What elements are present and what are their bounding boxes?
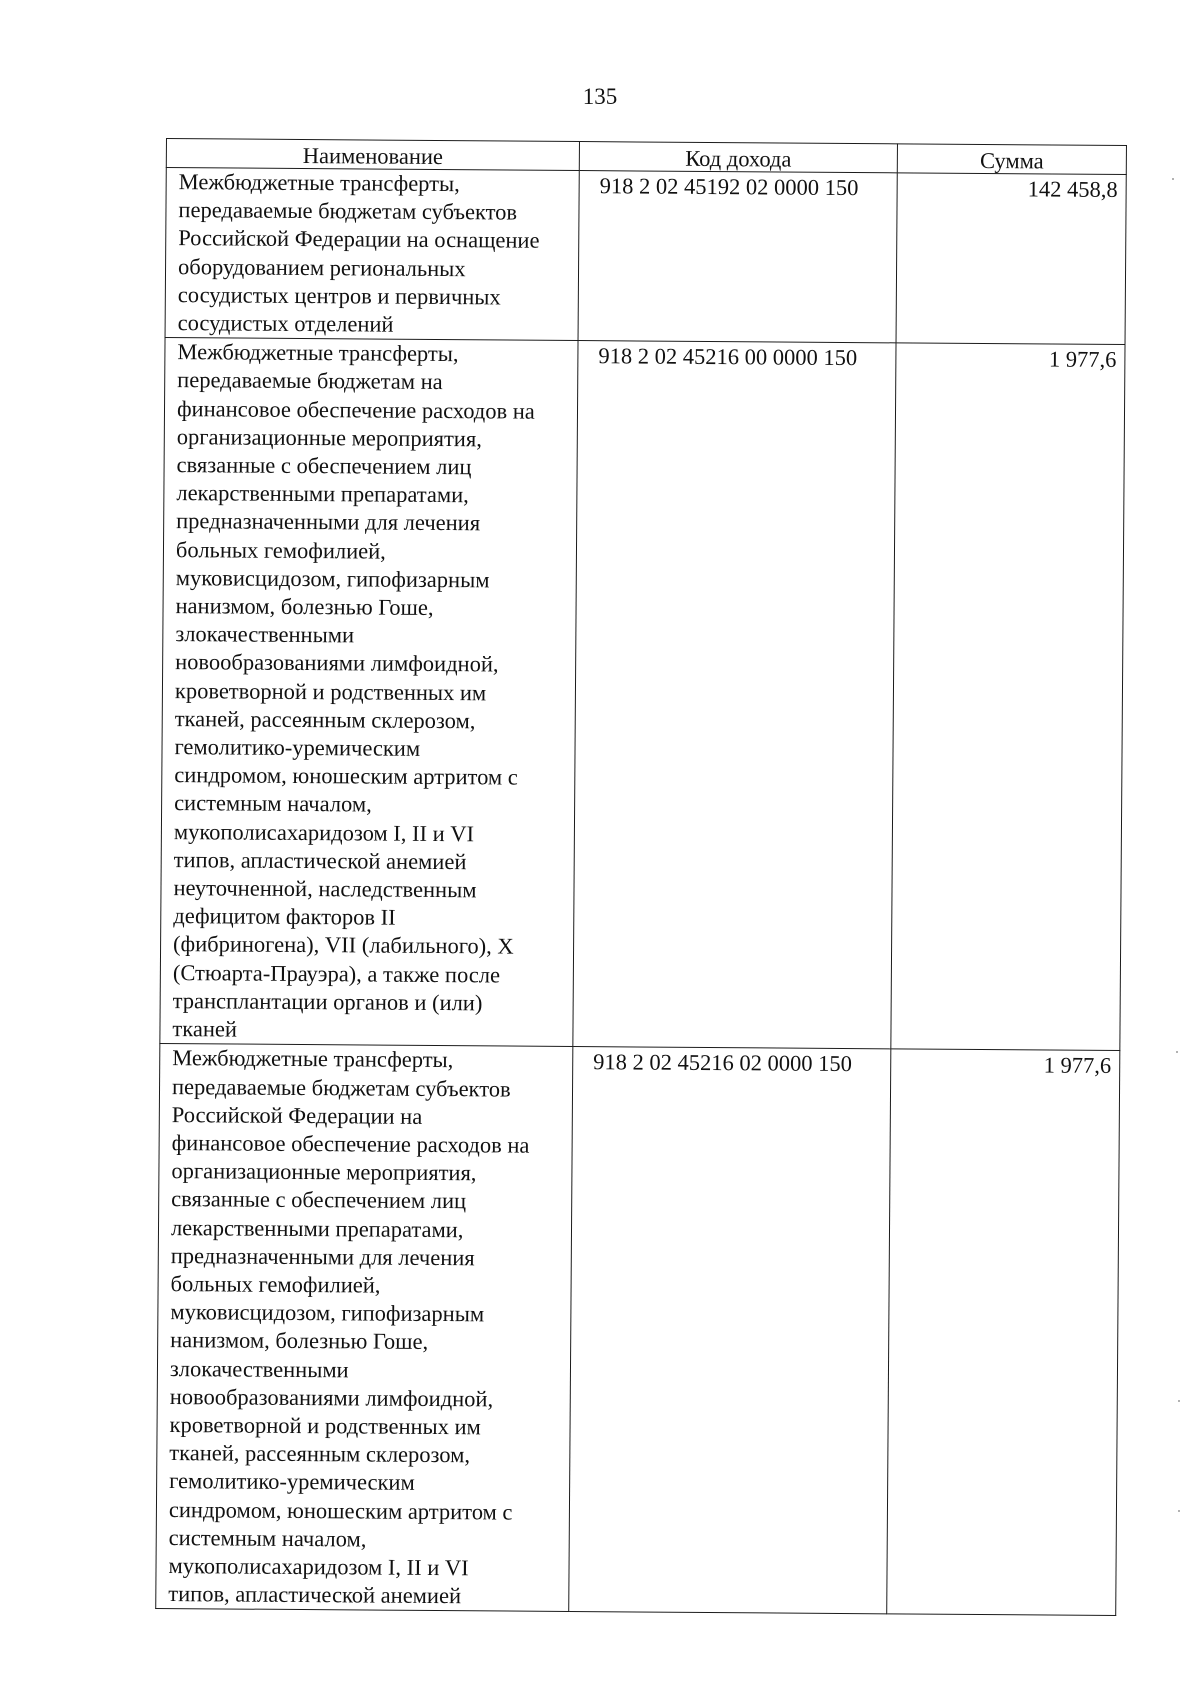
row-name-line: злокачественными [175, 621, 355, 648]
row-name-line: Российской Федерации на оснащение [178, 225, 540, 254]
row-name-line: гемолитико-уремическим [169, 1468, 415, 1496]
row-name-line: финансовое обеспечение расходов на [176, 395, 535, 424]
row-name-line: (Стюарта-Прауэра), а также после [172, 959, 501, 988]
row-code-cell: 918 2 02 45216 00 0000 150 [573, 341, 896, 1049]
table-body [156, 168, 1127, 1616]
row-name-line: Межбюджетные трансферты, [177, 339, 459, 367]
row-name-line: Российской Федерации на [171, 1101, 423, 1129]
row-name-line: больных гемофилией, [170, 1270, 381, 1298]
row-name-cell [160, 338, 578, 1047]
row-sum-cell: 1 977,6 [887, 1049, 1120, 1616]
row-name-line: мукополисахаридозом I, II и VI [168, 1553, 469, 1581]
row-name-cell [165, 168, 579, 341]
row-name-line: передаваемые бюджетам на [177, 367, 443, 395]
row-name-line: типов, апластической анемией [173, 846, 467, 875]
row-name-line: системным началом, [174, 790, 372, 817]
budget-income-table [155, 138, 1127, 1616]
row-name-line: нанизмом, болезнью Гоше, [170, 1327, 429, 1355]
row-name-line: связанные с обеспечением лиц [171, 1186, 467, 1214]
row-name-line: трансплантации органов и (или) [172, 987, 483, 1016]
row-sum-cell: 142 458,8 [896, 173, 1126, 345]
scan-speck [1178, 1510, 1180, 1512]
row-name-line: (фибриногена), VII (лабильного), X [172, 931, 514, 960]
row-name-line: тканей [172, 1016, 238, 1042]
page-number: 135 [582, 84, 618, 109]
header-code: Код дохода [579, 142, 897, 173]
table-row [165, 168, 1126, 345]
row-name-line: Межбюджетные трансферты, [178, 169, 460, 197]
row-name-line: связанные с обеспечением лиц [176, 452, 472, 480]
row-name-line: гемолитико-уремическим [174, 734, 421, 761]
row-name-line: тканей, рассеянным склерозом, [174, 705, 476, 734]
row-name-line: муковисцидозом, гипофизарным [175, 564, 490, 593]
row-sum-cell: 1 977,6 [891, 343, 1125, 1051]
row-name-line: передаваемые бюджетам субъектов [178, 197, 518, 225]
row-name-line: финансовое обеспечение расходов на [171, 1129, 530, 1158]
table-row [156, 1044, 1120, 1616]
row-name-line: новообразованиями лимфоидной, [175, 649, 499, 677]
scan-speck [1176, 1051, 1178, 1053]
row-name-line: мукополисахаридозом I, II и VI [173, 818, 475, 846]
row-name-line: неуточненной, наследственным [173, 875, 477, 903]
row-name-line: сосудистых центров и первичных [177, 281, 501, 310]
scan-speck [1172, 178, 1174, 180]
row-name-line: оборудованием региональных [177, 253, 466, 281]
row-name-line: лекарственными препаратами, [176, 480, 469, 508]
row-name-line: организационные мероприятия, [171, 1158, 477, 1186]
row-code-cell: 918 2 02 45192 02 0000 150 [578, 171, 897, 344]
row-name-line: злокачественными [169, 1355, 349, 1382]
row-name-line: предназначенными для лечения [176, 508, 481, 536]
row-name-cell [156, 1044, 573, 1612]
row-name-line: тканей, рассеянным склерозом, [169, 1440, 471, 1468]
row-name-line: организационные мероприятия, [176, 423, 482, 452]
row-name-line: Межбюджетные трансферты, [172, 1045, 454, 1073]
row-name-line: синдромом, юношеским артритом с [174, 762, 518, 790]
row-name-line: дефицитом факторов II [173, 903, 396, 930]
row-name-line: больных гемофилией, [175, 536, 386, 564]
row-name-line: лекарственными препаратами, [170, 1214, 464, 1242]
row-code-cell: 918 2 02 45216 02 0000 150 [569, 1047, 891, 1614]
header-sum: Сумма [897, 144, 1126, 175]
row-name-line: кроветворной и родственных им [169, 1411, 481, 1440]
row-name-line: муковисцидозом, гипофизарным [170, 1299, 485, 1327]
row-name-line: сосудистых отделений [177, 310, 394, 337]
row-name-line: предназначенными для лечения [170, 1242, 475, 1271]
row-name-line: новообразованиями лимфоидной, [169, 1383, 494, 1412]
scan-speck [1178, 1400, 1180, 1402]
table-row [160, 338, 1125, 1051]
row-name-line: синдромом, юношеским артритом с [168, 1496, 513, 1525]
row-name-line: типов, апластической анемией [168, 1581, 462, 1609]
row-name-line: кроветворной и родственных им [174, 677, 487, 706]
row-name-line: системным началом, [168, 1524, 367, 1552]
row-name-line: передаваемые бюджетам субъектов [171, 1073, 511, 1102]
header-name: Наименование [166, 139, 579, 171]
budget-table-container [155, 138, 1126, 1616]
row-name-line: нанизмом, болезнью Гоше, [175, 593, 434, 621]
